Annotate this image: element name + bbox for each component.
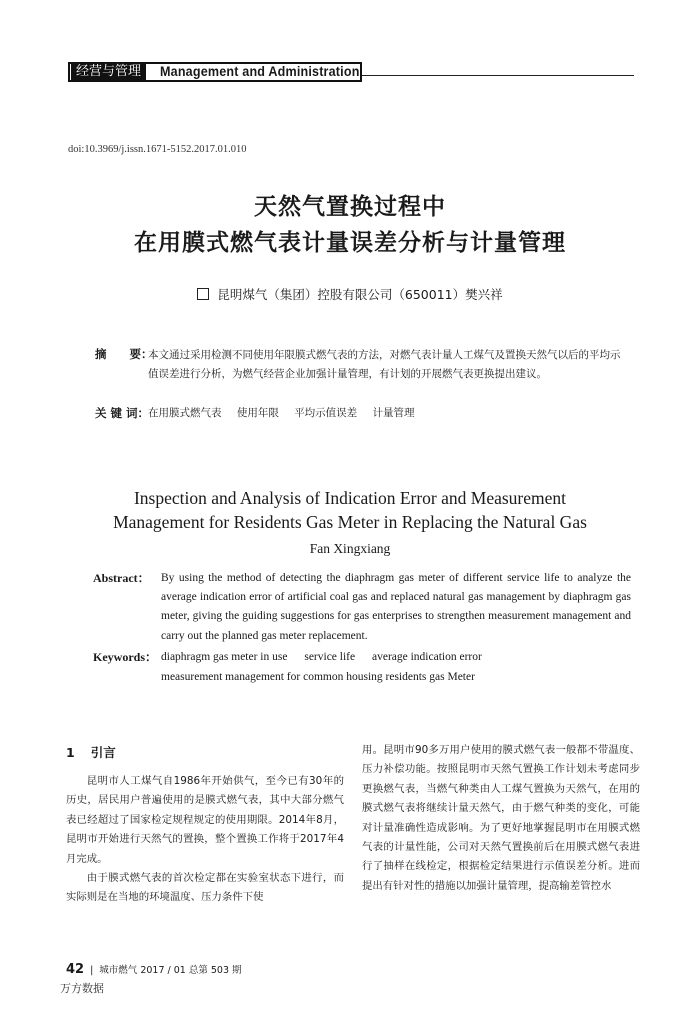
keywords-en	[161, 648, 631, 687]
section-number: 1	[66, 745, 75, 760]
body-paragraph: 用。昆明市90多万用户使用的膜式燃气表一般都不带温度、压力补偿功能。按照昆明市天然气置换工作计划未考虑同步更换燃气表，当燃气种类由人工煤气置换为天然气，在用的膜式燃气表将继续计量天然气，由于燃气种类的变化，可能对计量准确性造成影响。为了更好地掌握昆明市在用膜式燃气表的计量性能，公司对天然气置换前后在用膜式燃气表进行了抽样在线检定，根据检定结果进行示值误差分析。进而提出有针对性的措施以加强计量管理，提高输差管控水	[362, 744, 640, 892]
section-header-en: Management and Administration	[160, 64, 360, 79]
body-left-column	[66, 772, 344, 908]
header-rule	[362, 75, 634, 76]
abstract-cn-label: 摘 要：	[95, 347, 153, 361]
source-watermark: 万方数据	[60, 982, 104, 995]
keyword-en-line2: measurement management for common housing residents gas Meter	[161, 670, 475, 683]
title-en-line-1: Inspection and Analysis of Indication Error and Measurement	[133, 488, 567, 508]
doi: doi:10.3969/j.issn.1671-5152.2017.01.010	[68, 144, 247, 155]
abstract-en-label: Abstract：	[93, 571, 150, 585]
body-paragraph: 由于膜式燃气表的首次检定都在实验室状态下进行，而实际则是在当地的环境温度、压力条件下使	[66, 872, 344, 904]
author-cn-text: 昆明煤气（集团）控股有限公司（650011）樊兴祥	[217, 287, 503, 302]
title-line-2: 在用膜式燃气表计量误差分析与计量管理	[134, 229, 566, 256]
keyword-en: service life	[304, 651, 356, 663]
body-paragraph: 昆明市人工煤气自1986年开始供气，至今已有30年的历史，居民用户普遍使用的是膜式燃气表，其中大部分燃气表已经超过了国家检定规程规定的使用期限。2014年8月，昆明市开始进行天然气的置换，整个置换工作将于2017年4月完成。	[66, 775, 344, 865]
abstract-cn-text: 本文通过采用检测不同使用年限膜式燃气表的方法，对燃气表计量人工煤气及置换天然气以后的平均示值误差进行分析，为燃气经营企业加强计量管理，有计划的开展燃气表更换提出建议。	[148, 349, 621, 380]
section-title: 引言	[90, 745, 116, 760]
page-number: 42	[66, 962, 85, 977]
keywords-cn-label: 关 键 词：	[95, 406, 150, 420]
footer-separator: |	[90, 965, 94, 976]
page-footer	[66, 962, 242, 977]
title-line-1: 天然气置换过程中	[254, 193, 446, 220]
author-en: Fan Xingxiang	[309, 541, 391, 556]
keyword-cn: 使用年限	[236, 407, 279, 419]
checkbox-square-icon	[197, 288, 209, 300]
section-heading	[66, 743, 116, 761]
author-cn	[0, 285, 700, 303]
keyword-cn: 在用膜式燃气表	[148, 407, 222, 419]
keyword-cn: 平均示值误差	[294, 407, 358, 419]
section-header-cn: 经营与管理	[71, 64, 146, 80]
journal-info: 城市燃气 2017 / 01 总第 503 期	[99, 965, 242, 976]
body-right-column	[362, 741, 640, 896]
title-en-line-2: Management for Residents Gas Meter in Replacing the Natural Gas	[113, 512, 587, 532]
keywords-en-label: Keywords：	[93, 650, 157, 664]
keywords-cn	[148, 405, 624, 420]
keyword-cn: 计量管理	[372, 407, 415, 419]
keyword-en: diaphragm gas meter in use	[161, 651, 288, 663]
keyword-en: average indication error	[371, 651, 482, 663]
abstract-en-text: By using the method of detecting the diaphragm gas meter of different service life to analyze the average indication error of artificial coal gas and replaced natural gas management by diaphragm gas meter, giving the guiding suggestions for gas enterprises to strengthen measurement management and carry out the planned gas meter replacement.	[161, 572, 631, 642]
